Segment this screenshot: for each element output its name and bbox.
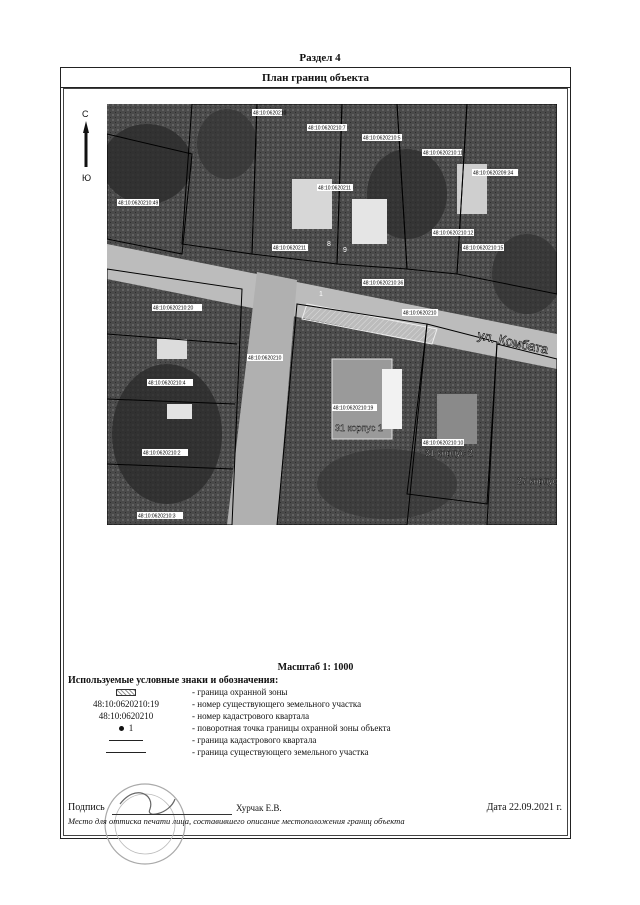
parcel-boundary-line-icon bbox=[106, 752, 146, 753]
seal-place-caption: Место для оттиска печати лица, составившего описание местоположения границ объекта bbox=[68, 816, 405, 826]
parcel-label: 48:10:0620210:2 bbox=[143, 450, 181, 457]
plan-title: План границ объекта bbox=[61, 68, 570, 88]
section-title: Раздел 4 bbox=[299, 52, 341, 64]
building-label: 27 корпус bbox=[517, 476, 557, 486]
parcel-label: 48:10:0620210:7 bbox=[308, 125, 346, 132]
point-label: 8 bbox=[327, 241, 331, 248]
legend-item: - граница кадастрового квартала bbox=[68, 735, 548, 747]
turning-point-icon bbox=[119, 726, 124, 731]
parcel-label: 48:10:0620211 bbox=[318, 185, 351, 192]
legend-item: - граница существующего земельного участка bbox=[68, 747, 548, 759]
building-label: 31 корпус 1 bbox=[335, 423, 383, 433]
compass bbox=[78, 109, 102, 183]
parcel-label: 48:10:0620210:36 bbox=[363, 280, 404, 287]
legend-item: 48:10:0620210 - номер кадастрового квартала bbox=[98, 711, 310, 721]
parcel-label: 48:10:0620211 bbox=[273, 245, 306, 252]
document-frame bbox=[60, 67, 571, 839]
signature-row bbox=[68, 802, 568, 816]
legend-item: - граница охранной зоны bbox=[68, 687, 548, 699]
plan-area bbox=[63, 88, 568, 836]
parcel-label: 48:10:0620210 bbox=[253, 110, 287, 117]
legend-item: 1 - поворотная точка границы охранной зоны объекта bbox=[68, 723, 548, 735]
parcel-label: 48:10:0620210:3 bbox=[138, 513, 176, 520]
parcel-label: 48:10:0620210:11 bbox=[423, 150, 463, 157]
signature-line bbox=[112, 814, 232, 815]
north-arrow-icon bbox=[78, 109, 102, 179]
signature-label: Подпись bbox=[68, 802, 105, 813]
quarter-boundary-line-icon bbox=[109, 740, 143, 741]
parcel-label: 48:10:0620210:10 bbox=[423, 440, 464, 447]
parcel-label: 48:10:0620210:19 bbox=[333, 405, 374, 412]
parcel-label: 48:10:0620210:15 bbox=[463, 245, 504, 252]
parcel-label: 48:10:0620210:4 bbox=[148, 380, 186, 387]
protective-zone-symbol-icon bbox=[116, 689, 136, 696]
legend-item: 48:10:0620210:19 - номер существующего земельного участка bbox=[92, 699, 362, 709]
point-label: 1 bbox=[319, 291, 323, 298]
point-label: 9 bbox=[343, 247, 347, 254]
building-label: 31 корпус 2 bbox=[425, 448, 473, 458]
aerial-map bbox=[107, 104, 557, 525]
parcel-label: 48:10:0620210 bbox=[248, 355, 282, 362]
parcel-label: 48:10:0620210:49 bbox=[118, 200, 159, 207]
parcel-label: 48:10:0620210:20 bbox=[153, 305, 194, 312]
signature-date: Дата 22.09.2021 г. bbox=[486, 802, 562, 813]
compass-north-label: С bbox=[82, 109, 89, 119]
street-label: ул. Комбата bbox=[476, 327, 550, 357]
legend bbox=[68, 687, 548, 759]
compass-south-label: Ю bbox=[82, 173, 92, 183]
parcel-label: 48:10:0620210:5 bbox=[363, 135, 401, 142]
signer-name: Хурчак Е.В. bbox=[236, 803, 282, 813]
parcel-label: 48:10:0620209:34 bbox=[473, 170, 514, 177]
scale-label: Масштаб 1: 1000 bbox=[277, 662, 354, 673]
parcel-label: 48:10:0620210 bbox=[403, 310, 437, 317]
parcel-label: 48:10:0620210:12 bbox=[433, 230, 474, 237]
legend-title: Используемые условные знаки и обозначения: bbox=[68, 675, 279, 686]
